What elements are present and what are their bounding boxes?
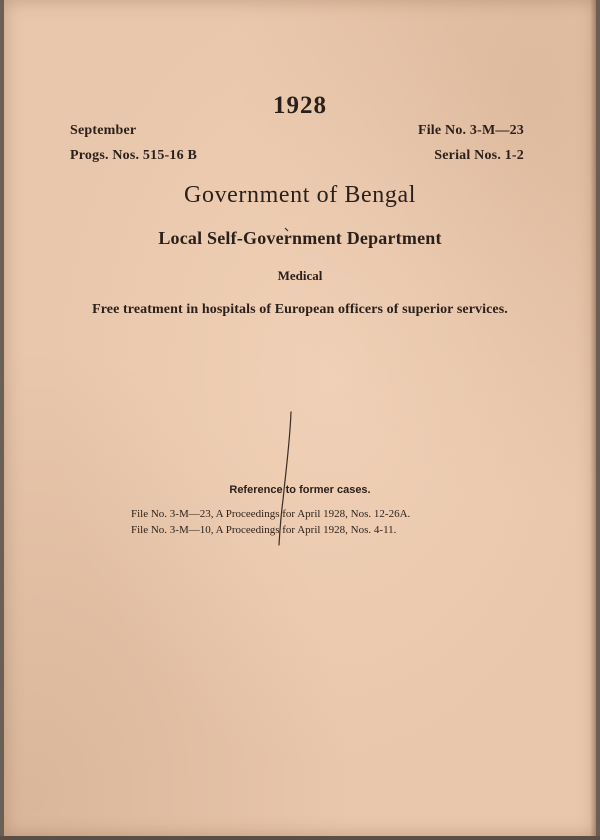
page-edge-shadow [590, 0, 596, 836]
department-title: Local Self-Government Department [158, 228, 442, 248]
proceedings-numbers: Progs. Nos. 515-16 B [70, 148, 198, 163]
file-number: File No. 3-M—23 [417, 123, 524, 138]
reference-line: File No. 3-M—10, A Proceedings for April 1928, Nos. 4-11. [131, 524, 397, 536]
document-month: September [70, 123, 137, 138]
subject-line: Free treatment in hospitals of European officers of superior services. [92, 302, 508, 317]
government-title: Government of Bengal [184, 182, 416, 208]
document-year: 1928 [273, 92, 327, 119]
document-page [4, 0, 596, 836]
serial-numbers: Serial Nos. 1-2 [434, 148, 524, 163]
bottom-edge [0, 836, 600, 840]
section-title: Medical [277, 268, 323, 283]
reference-heading: Reference to former cases. [229, 484, 371, 496]
reference-line: File No. 3-M—23, A Proceedings for April 1928, Nos. 12-26A. [131, 508, 411, 520]
